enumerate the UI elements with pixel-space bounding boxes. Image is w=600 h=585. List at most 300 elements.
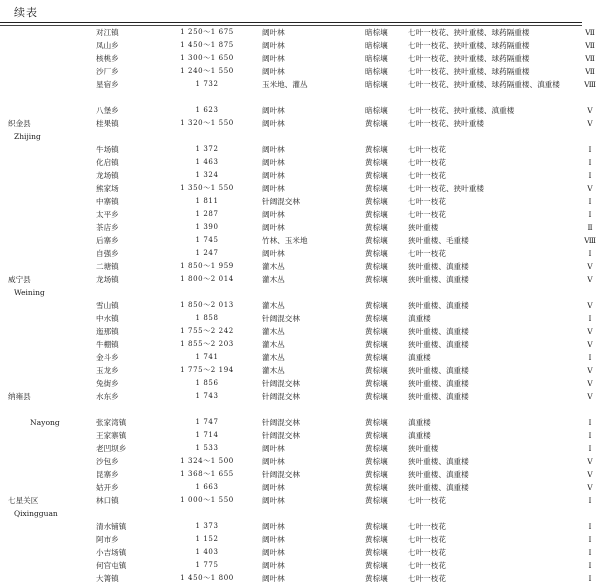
soil-cell: 黄棕壤 xyxy=(365,223,388,232)
county-cell: 纳雍县 xyxy=(8,392,31,401)
grade-cell: Ⅰ xyxy=(588,210,592,219)
grade-cell: Ⅴ xyxy=(587,457,593,466)
soil-cell: 黄棕壤 xyxy=(365,353,388,362)
table-row xyxy=(0,52,600,65)
soil-cell: 暗棕壤 xyxy=(365,54,388,63)
county-cell xyxy=(0,442,90,455)
soil-cell: 黄棕壤 xyxy=(365,574,388,583)
table-row xyxy=(0,117,600,143)
altitude-cell: 1 000～1 550 xyxy=(180,496,234,504)
county-cell xyxy=(0,377,90,390)
county-cell xyxy=(0,221,90,234)
county-cell xyxy=(0,481,90,494)
town-cell: 熊家场 xyxy=(96,184,119,193)
vegetation-cell: 针阔混交林 xyxy=(262,197,300,206)
town-cell: 化启镇 xyxy=(96,158,119,167)
table-row xyxy=(0,65,600,78)
altitude-cell: 1 732 xyxy=(195,80,219,88)
county-cell xyxy=(0,169,90,182)
altitude-cell: 1 714 xyxy=(195,431,219,439)
table-row xyxy=(0,494,600,520)
vegetation-cell: 阔叶林 xyxy=(262,171,285,180)
soil-cell: 黄棕壤 xyxy=(365,119,388,128)
soil-cell: 黄棕壤 xyxy=(365,561,388,570)
species-cell: 七叶一枝花 xyxy=(408,158,446,167)
table-row xyxy=(0,403,600,416)
table-row xyxy=(0,364,600,377)
altitude-cell: 1 755～2 242 xyxy=(180,327,234,335)
vegetation-cell: 灌木丛 xyxy=(262,301,285,310)
county-cell xyxy=(0,494,90,520)
distribution-table xyxy=(0,26,600,585)
species-cell: 狭叶重楼、滇重楼 xyxy=(408,340,469,349)
grade-cell: Ⅷ xyxy=(584,80,596,89)
town-cell: 中水镇 xyxy=(96,314,119,323)
species-cell: 狭叶重楼、滇重楼 xyxy=(408,379,469,388)
soil-cell: 黄棕壤 xyxy=(365,249,388,258)
species-cell: 七叶一枝花 xyxy=(408,522,446,531)
county-name: 织金县 xyxy=(8,119,31,128)
table-row xyxy=(0,221,600,234)
grade-cell: Ⅱ xyxy=(587,223,593,232)
town-cell xyxy=(90,403,162,416)
town-cell: 张家湾镇 xyxy=(96,418,127,427)
altitude-cell: 1 403 xyxy=(195,548,219,556)
town-cell: 二塘镇 xyxy=(96,262,119,271)
county-cell xyxy=(0,546,90,559)
grade-cell: Ⅴ xyxy=(587,340,593,349)
soil-cell xyxy=(365,403,408,416)
species-cell: 七叶一枝花、狭叶重楼 xyxy=(408,119,484,128)
town-cell: 茶店乡 xyxy=(96,223,119,232)
vegetation-cell: 阔叶林 xyxy=(262,561,285,570)
vegetation-cell: 阔叶林 xyxy=(262,457,285,466)
soil-cell: 黄棕壤 xyxy=(365,314,388,323)
grade-cell: Ⅴ xyxy=(587,301,593,310)
county-name-en: Weining xyxy=(14,288,45,297)
county-cell xyxy=(0,195,90,208)
town-cell: 姑开乡 xyxy=(96,483,119,492)
species-cell: 七叶一枝花、狭叶重楼 xyxy=(408,184,484,193)
county-cell xyxy=(0,104,90,117)
vegetation-cell: 阔叶林 xyxy=(262,119,285,128)
town-cell: 王家寨镇 xyxy=(96,431,127,440)
vegetation-cell: 针阔混交林 xyxy=(262,379,300,388)
grade-cell: Ⅰ xyxy=(588,314,592,323)
county-cell xyxy=(0,182,90,195)
table-row xyxy=(0,312,600,325)
soil-cell: 黄棕壤 xyxy=(365,366,388,375)
altitude-cell: 1 152 xyxy=(195,535,219,543)
table-row xyxy=(0,416,600,429)
altitude-cell: 1 373 xyxy=(195,522,219,530)
town-cell: 小吉场镇 xyxy=(96,548,127,557)
county-cell xyxy=(0,351,90,364)
altitude-cell: 1 450～1 800 xyxy=(180,574,234,582)
altitude-cell xyxy=(162,403,252,416)
vegetation-cell: 阔叶林 xyxy=(262,67,285,76)
grade-cell: Ⅰ xyxy=(588,548,592,557)
species-cell: 狭叶重楼 xyxy=(408,444,439,453)
vegetation-cell: 针阔混交林 xyxy=(262,392,300,401)
soil-cell: 黄棕壤 xyxy=(365,444,388,453)
soil-cell: 黄棕壤 xyxy=(365,548,388,557)
grade-cell: Ⅴ xyxy=(587,262,593,271)
soil-cell: 暗棕壤 xyxy=(365,106,388,115)
table-row xyxy=(0,338,600,351)
species-cell: 七叶一枝花 xyxy=(408,561,446,570)
vegetation-cell: 阔叶林 xyxy=(262,28,285,37)
county-cell xyxy=(0,117,90,143)
county-cell xyxy=(0,338,90,351)
table-row xyxy=(0,520,600,533)
altitude-cell: 1 850～1 959 xyxy=(180,262,234,270)
species-cell: 狭叶重楼、滇重楼 xyxy=(408,366,469,375)
grade-cell: Ⅴ xyxy=(587,366,593,375)
vegetation-cell: 灌木丛 xyxy=(262,327,285,336)
vegetation-cell: 阔叶林 xyxy=(262,483,285,492)
altitude-cell: 1 741 xyxy=(195,353,219,361)
table-row xyxy=(0,39,600,52)
species-cell: 狭叶重楼、滇重楼 xyxy=(408,457,469,466)
town-cell: 大箐镇 xyxy=(96,574,119,583)
altitude-cell: 1 250～1 675 xyxy=(180,28,234,36)
soil-cell: 黄棕壤 xyxy=(365,171,388,180)
species-cell: 七叶一枝花 xyxy=(408,548,446,557)
grade-cell: Ⅴ xyxy=(587,392,593,401)
soil-cell: 黄棕壤 xyxy=(365,340,388,349)
town-cell: 昆寨乡 xyxy=(96,470,119,479)
county-cell xyxy=(0,143,90,156)
species-cell: 七叶一枝花、狭叶重楼、球药隔重楼 xyxy=(408,67,530,76)
vegetation-cell: 竹林、玉米地 xyxy=(262,236,308,245)
table-row xyxy=(0,156,600,169)
species-cell: 狭叶重楼 xyxy=(408,223,439,232)
county-cell xyxy=(0,52,90,65)
table-row xyxy=(0,247,600,260)
soil-cell: 黄棕壤 xyxy=(365,327,388,336)
species-cell: 七叶一枝花 xyxy=(408,249,446,258)
county-cell xyxy=(0,403,90,416)
soil-cell: 黄棕壤 xyxy=(365,431,388,440)
vegetation-cell: 阔叶林 xyxy=(262,548,285,557)
county-cell xyxy=(0,78,90,104)
soil-cell: 黄棕壤 xyxy=(365,457,388,466)
grade-cell: Ⅶ xyxy=(585,54,595,63)
vegetation-cell: 灌木丛 xyxy=(262,366,285,375)
table-row xyxy=(0,78,600,104)
species-cell: 七叶一枝花 xyxy=(408,171,446,180)
soil-cell: 黄棕壤 xyxy=(365,236,388,245)
soil-cell: 黄棕壤 xyxy=(365,418,388,427)
soil-cell: 暗棕壤 xyxy=(365,67,388,76)
table-row xyxy=(0,468,600,481)
table-row xyxy=(0,442,600,455)
vegetation-cell xyxy=(252,403,365,416)
altitude-cell: 1 745 xyxy=(195,236,219,244)
species-cell: 七叶一枝花、狭叶重楼、球药隔重楼 xyxy=(408,54,530,63)
county-name-en: Zhijing xyxy=(14,132,41,141)
county-cell xyxy=(0,247,90,260)
grade-cell: Ⅴ xyxy=(587,327,593,336)
town-cell: 阿市乡 xyxy=(96,535,119,544)
altitude-cell: 1 775～2 194 xyxy=(180,366,234,374)
grade-cell: Ⅰ xyxy=(588,418,592,427)
vegetation-cell: 玉米地、灌丛 xyxy=(262,80,308,89)
vegetation-cell: 阔叶林 xyxy=(262,496,285,505)
table-row xyxy=(0,195,600,208)
vegetation-cell: 针阔混交林 xyxy=(262,418,300,427)
soil-cell: 黄棕壤 xyxy=(365,496,388,505)
altitude-cell: 1 856 xyxy=(195,379,219,387)
table-top-rule xyxy=(0,22,582,23)
vegetation-cell: 针阔混交林 xyxy=(262,314,300,323)
town-cell: 星宿乡 xyxy=(96,80,119,89)
table-row xyxy=(0,351,600,364)
county-cell xyxy=(0,260,90,273)
county-cell xyxy=(0,429,90,442)
vegetation-cell: 灌木丛 xyxy=(262,275,285,284)
altitude-cell: 1 775 xyxy=(195,561,219,569)
county-label xyxy=(8,494,90,520)
table-row xyxy=(0,377,600,390)
species-cell: 狭叶重楼、滇重楼 xyxy=(408,470,469,479)
soil-cell: 黄棕壤 xyxy=(365,262,388,271)
altitude-cell: 1 240～1 550 xyxy=(180,67,234,75)
county-cell xyxy=(0,299,90,312)
grade-cell: Ⅴ xyxy=(587,184,593,193)
vegetation-cell: 阔叶林 xyxy=(262,522,285,531)
vegetation-cell: 阔叶林 xyxy=(262,223,285,232)
grade-cell: Ⅰ xyxy=(588,145,592,154)
grade-cell xyxy=(578,403,600,416)
altitude-cell: 1 811 xyxy=(195,197,219,205)
grade-cell: Ⅶ xyxy=(585,28,595,37)
county-cell xyxy=(0,325,90,338)
altitude-cell: 1 463 xyxy=(195,158,219,166)
county-cell xyxy=(0,234,90,247)
town-cell: 中寨镇 xyxy=(96,197,119,206)
species-cell: 狭叶重楼、滇重楼 xyxy=(408,483,469,492)
species-cell: 七叶一枝花、狭叶重楼、球药隔重楼、滇重楼 xyxy=(408,80,560,89)
vegetation-cell: 阔叶林 xyxy=(262,106,285,115)
vegetation-cell: 阔叶林 xyxy=(262,145,285,154)
town-cell: 老凹坝乡 xyxy=(96,444,127,453)
altitude-cell: 1 855～2 203 xyxy=(180,340,234,348)
grade-cell: Ⅰ xyxy=(588,496,592,505)
species-cell: 滇重楼 xyxy=(408,418,431,427)
altitude-cell: 1 368～1 655 xyxy=(180,470,234,478)
table-row xyxy=(0,234,600,247)
town-cell: 清水铺镇 xyxy=(96,522,127,531)
soil-cell: 黄棕壤 xyxy=(365,483,388,492)
soil-cell: 黄棕壤 xyxy=(365,210,388,219)
soil-cell: 黄棕壤 xyxy=(365,158,388,167)
county-cell xyxy=(0,364,90,377)
species-cell: 狭叶重楼、滇重楼 xyxy=(408,275,469,284)
town-cell: 自强乡 xyxy=(96,249,119,258)
table-row xyxy=(0,273,600,299)
altitude-cell: 1 747 xyxy=(195,418,219,426)
vegetation-cell: 阔叶林 xyxy=(262,184,285,193)
grade-cell: Ⅰ xyxy=(588,353,592,362)
vegetation-cell: 阔叶林 xyxy=(262,444,285,453)
altitude-cell: 1 324～1 500 xyxy=(180,457,234,465)
soil-cell: 黄棕壤 xyxy=(365,145,388,154)
county-cell xyxy=(0,559,90,572)
altitude-cell: 1 623 xyxy=(195,106,219,114)
species-cell: 七叶一枝花 xyxy=(408,535,446,544)
altitude-cell: 1 350～1 550 xyxy=(180,184,234,192)
species-cell xyxy=(408,403,578,416)
town-cell: 迤那镇 xyxy=(96,327,119,336)
species-cell: 七叶一枝花、狭叶重楼、滇重楼 xyxy=(408,106,515,115)
table-row xyxy=(0,559,600,572)
vegetation-cell: 阔叶林 xyxy=(262,210,285,219)
species-cell: 七叶一枝花 xyxy=(408,574,446,583)
grade-cell: Ⅰ xyxy=(588,171,592,180)
soil-cell: 黄棕壤 xyxy=(365,392,388,401)
vegetation-cell: 针阔混交林 xyxy=(262,431,300,440)
county-cell xyxy=(0,65,90,78)
county-cell xyxy=(0,26,90,39)
altitude-cell: 1 300～1 650 xyxy=(180,54,234,62)
species-cell: 七叶一枝花、狭叶重楼、球药隔重楼 xyxy=(408,41,530,50)
altitude-cell: 1 450～1 875 xyxy=(180,41,234,49)
species-cell: 七叶一枝花 xyxy=(408,197,446,206)
town-cell: 沙包乡 xyxy=(96,457,119,466)
grade-cell: Ⅶ xyxy=(585,67,595,76)
town-cell: 牛场镇 xyxy=(96,145,119,154)
soil-cell: 黄棕壤 xyxy=(365,301,388,310)
altitude-cell: 1 372 xyxy=(195,145,219,153)
table-row xyxy=(0,429,600,442)
town-cell: 林口镇 xyxy=(96,496,119,505)
vegetation-cell: 阔叶林 xyxy=(262,158,285,167)
species-cell: 狭叶重楼、滇重楼 xyxy=(408,392,469,401)
species-cell: 七叶一枝花、狭叶重楼、球药隔重楼 xyxy=(408,28,530,37)
town-cell: 沙厂乡 xyxy=(96,67,119,76)
altitude-cell: 1 743 xyxy=(195,392,219,400)
county-label xyxy=(8,117,90,143)
town-cell: 核桃乡 xyxy=(96,54,119,63)
county-cell xyxy=(0,455,90,468)
soil-cell: 黄棕壤 xyxy=(365,275,388,284)
grade-cell: Ⅴ xyxy=(587,275,593,284)
town-cell: 凤山乡 xyxy=(96,41,119,50)
altitude-cell: 1 320～1 550 xyxy=(180,119,234,127)
town-cell: 对江镇 xyxy=(96,28,119,37)
grade-cell: Ⅰ xyxy=(588,561,592,570)
vegetation-cell: 阔叶林 xyxy=(262,574,285,583)
grade-cell: Ⅰ xyxy=(588,574,592,583)
table-row xyxy=(0,26,600,39)
grade-cell: Ⅴ xyxy=(587,379,593,388)
town-cell: 太平乡 xyxy=(96,210,119,219)
grade-cell: Ⅰ xyxy=(588,249,592,258)
town-cell: 何官屯镇 xyxy=(96,561,127,570)
soil-cell: 黄棕壤 xyxy=(365,197,388,206)
town-cell: 后寨乡 xyxy=(96,236,119,245)
table-row xyxy=(0,325,600,338)
table-row xyxy=(0,182,600,195)
species-cell: 七叶一枝花 xyxy=(408,145,446,154)
species-cell: 狭叶重楼、滇重楼 xyxy=(408,327,469,336)
altitude-cell: 1 800～2 014 xyxy=(180,275,234,283)
table-row xyxy=(0,143,600,156)
county-cell xyxy=(0,312,90,325)
altitude-cell: 1 858 xyxy=(195,314,219,322)
altitude-cell: 1 287 xyxy=(195,210,219,218)
soil-cell: 黄棕壤 xyxy=(365,379,388,388)
vegetation-cell: 灌木丛 xyxy=(262,262,285,271)
county-cell xyxy=(0,468,90,481)
county-cell xyxy=(0,273,90,299)
altitude-cell: 1 390 xyxy=(195,223,219,231)
table-row xyxy=(0,572,600,585)
county-cell xyxy=(0,156,90,169)
soil-cell: 黄棕壤 xyxy=(365,535,388,544)
soil-cell: 暗棕壤 xyxy=(365,28,388,37)
table-row xyxy=(0,481,600,494)
grade-cell: Ⅰ xyxy=(588,431,592,440)
grade-cell: Ⅰ xyxy=(588,158,592,167)
table-row xyxy=(0,455,600,468)
soil-cell: 暗棕壤 xyxy=(365,41,388,50)
species-cell: 狭叶重楼、滇重楼 xyxy=(408,301,469,310)
vegetation-cell: 针阔混交林 xyxy=(262,470,300,479)
species-cell: 狭叶重楼、毛重楼 xyxy=(408,236,469,245)
species-cell: 七叶一枝花 xyxy=(408,210,446,219)
county-cell xyxy=(0,208,90,221)
county-cell xyxy=(0,39,90,52)
vegetation-cell: 灌木丛 xyxy=(262,353,285,362)
town-cell: 雪山镇 xyxy=(96,301,119,310)
vegetation-cell: 阔叶林 xyxy=(262,535,285,544)
species-cell: 滇重楼 xyxy=(408,314,431,323)
grade-cell: Ⅴ xyxy=(587,470,593,479)
grade-cell: Ⅷ xyxy=(584,236,596,245)
county-label xyxy=(8,273,90,299)
grade-cell: Ⅶ xyxy=(585,41,595,50)
altitude-cell: 1 324 xyxy=(195,171,219,179)
vegetation-cell: 阔叶林 xyxy=(262,41,285,50)
vegetation-cell: 阔叶林 xyxy=(262,249,285,258)
page-title: 续表 xyxy=(14,6,38,19)
town-cell: 龙场镇 xyxy=(96,275,119,284)
table-body xyxy=(0,26,600,585)
species-cell: 滇重楼 xyxy=(408,353,431,362)
soil-cell: 黄棕壤 xyxy=(365,522,388,531)
altitude-cell: 1 247 xyxy=(195,249,219,257)
table-row xyxy=(0,299,600,312)
table-row xyxy=(0,104,600,117)
table-row xyxy=(0,260,600,273)
grade-cell: Ⅴ xyxy=(587,483,593,492)
grade-cell: Ⅰ xyxy=(588,444,592,453)
town-cell: 龙场镇 xyxy=(96,171,119,180)
grade-cell: Ⅴ xyxy=(587,119,593,128)
altitude-cell: 1 663 xyxy=(195,483,219,491)
vegetation-cell: 灌木丛 xyxy=(262,340,285,349)
town-cell: 牛棚镇 xyxy=(96,340,119,349)
county-name: 威宁县 xyxy=(8,275,31,284)
grade-cell: Ⅰ xyxy=(588,535,592,544)
table-row xyxy=(0,169,600,182)
soil-cell: 黄棕壤 xyxy=(365,470,388,479)
soil-cell: 暗棕壤 xyxy=(365,80,388,89)
vegetation-cell: 阔叶林 xyxy=(262,54,285,63)
